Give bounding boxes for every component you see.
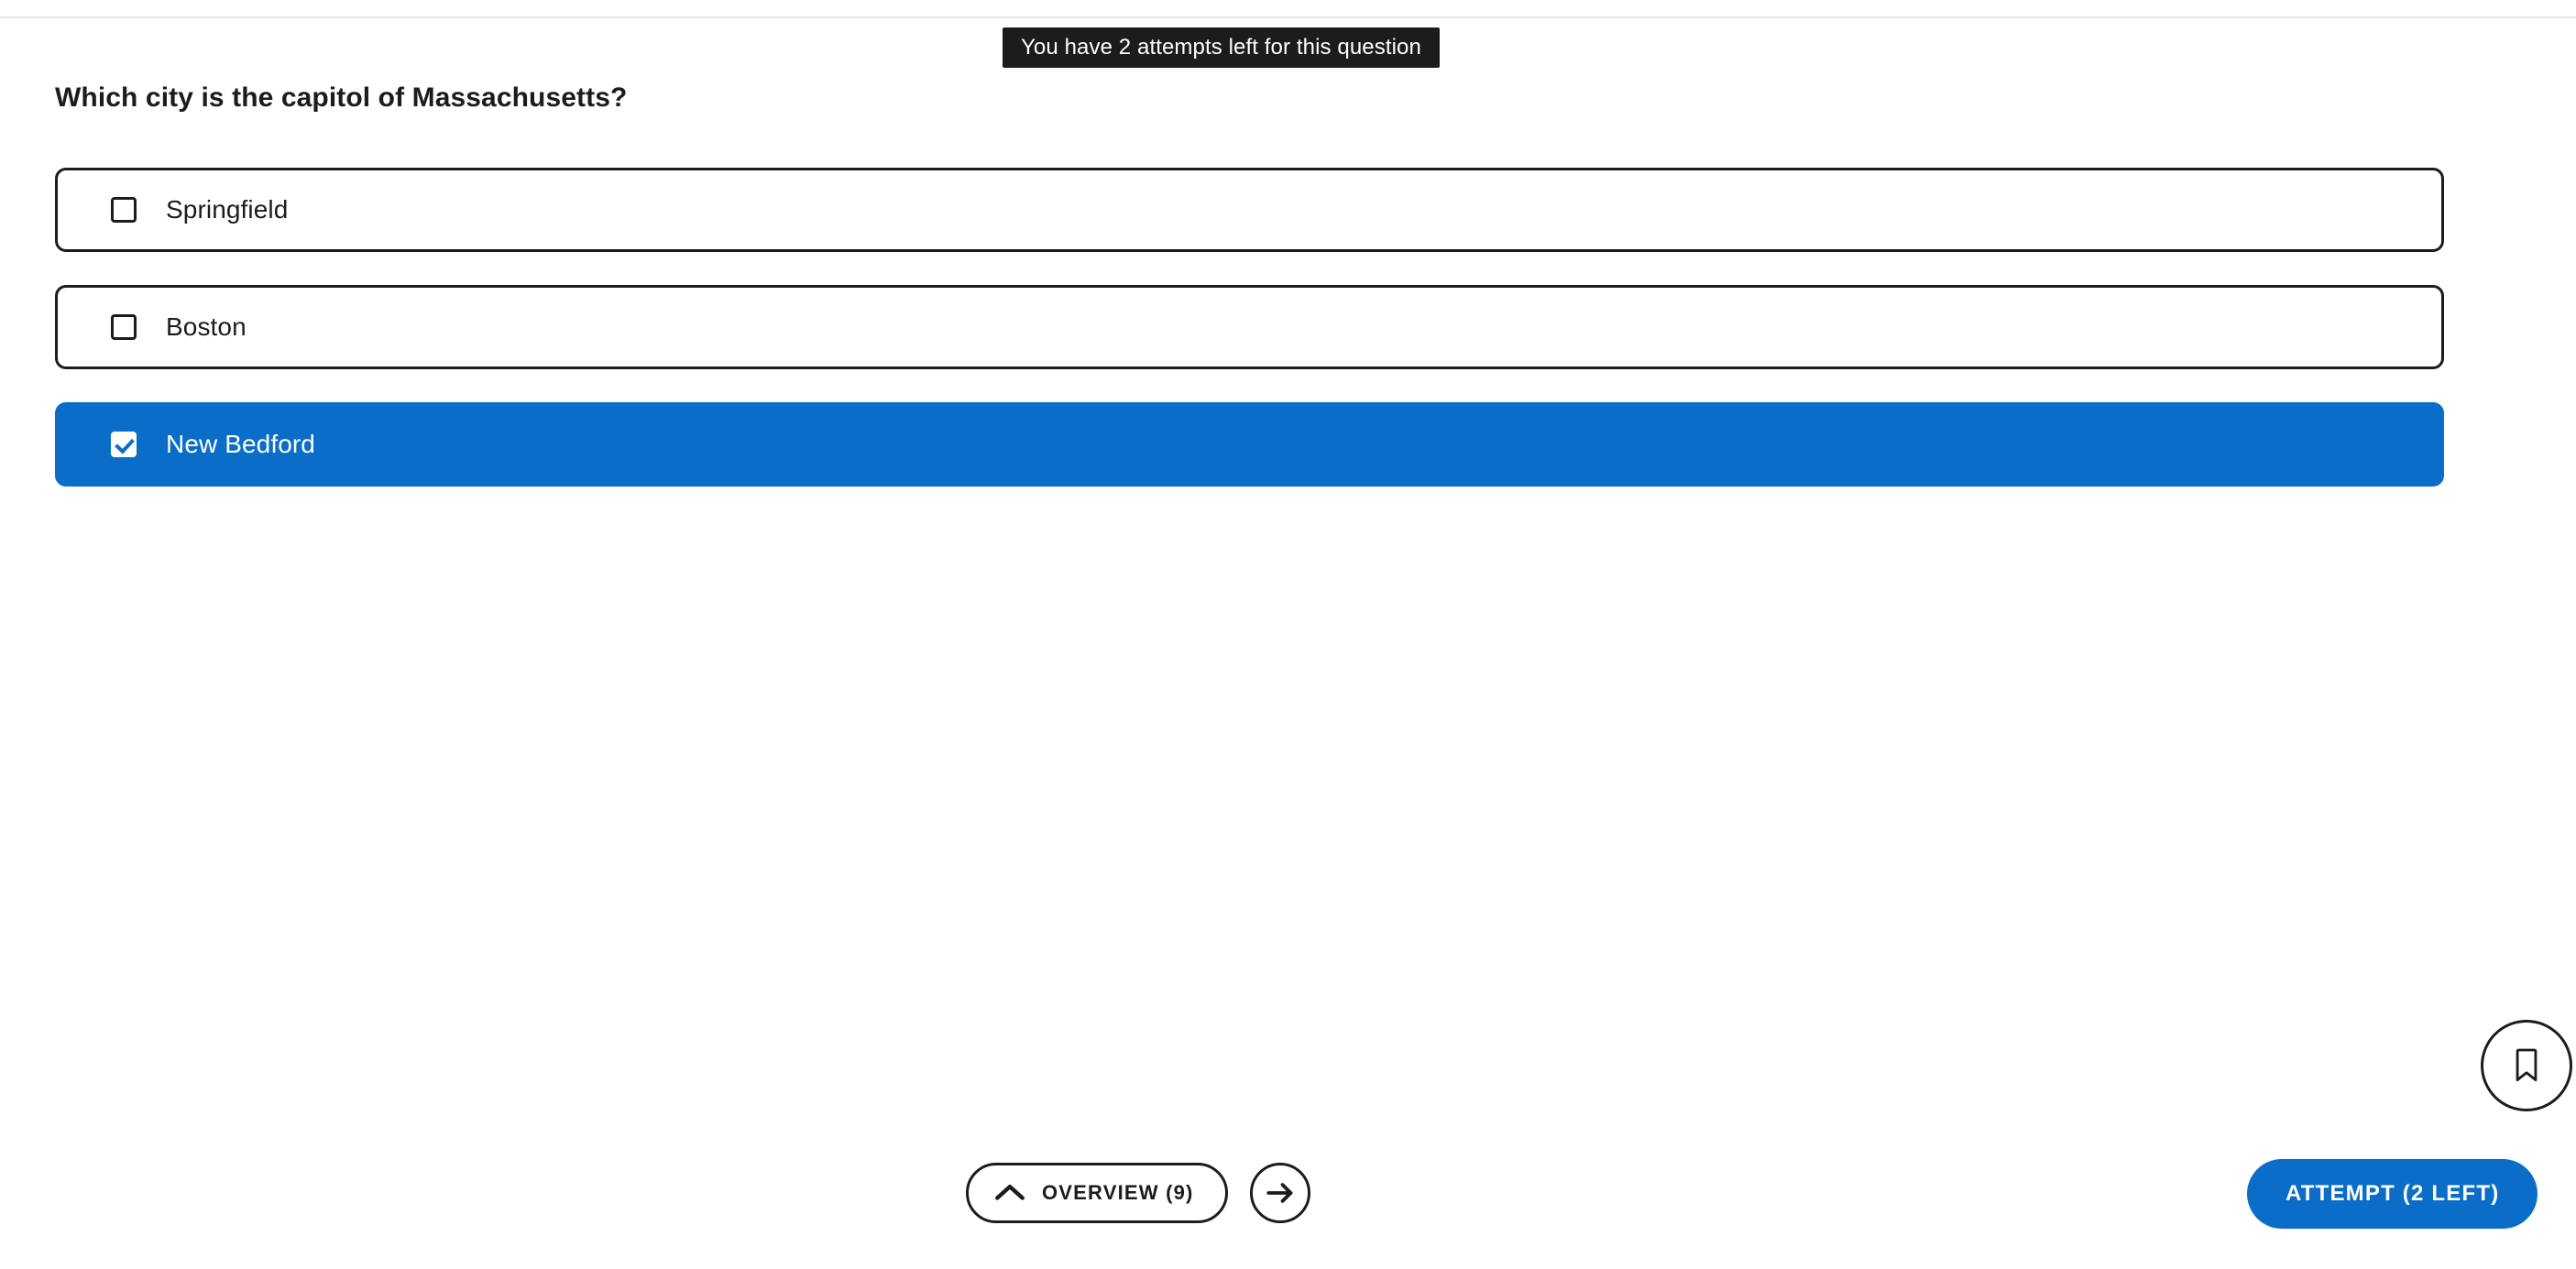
attempt-button[interactable]: ATTEMPT (2 LEFT) (2247, 1159, 2538, 1229)
bottom-nav-controls (966, 1163, 1310, 1223)
answer-option-new-bedford[interactable] (55, 402, 2444, 487)
checkbox-checked-icon[interactable] (111, 432, 137, 457)
answer-options-list (55, 168, 2444, 520)
checkbox-icon[interactable] (111, 314, 137, 340)
bookmark-button[interactable] (2481, 1020, 2572, 1111)
answer-option-boston[interactable] (55, 285, 2444, 369)
top-divider (0, 16, 2576, 18)
bookmark-icon (2511, 1047, 2542, 1084)
overview-button[interactable] (966, 1163, 1228, 1223)
answer-option-label: Springfield (166, 195, 289, 224)
answer-option-label: Boston (166, 312, 247, 341)
chevron-up-icon (994, 1183, 1025, 1203)
answer-option-label: New Bedford (166, 430, 315, 458)
overview-button-label: OVERVIEW (9) (1042, 1181, 1194, 1204)
attempts-banner: You have 2 attempts left for this question (1003, 27, 1440, 68)
checkbox-icon[interactable] (111, 197, 137, 223)
arrow-right-icon (1265, 1180, 1296, 1206)
next-question-button[interactable] (1250, 1163, 1310, 1223)
question-text: Which city is the capitol of Massachusetts? (55, 82, 628, 113)
answer-option-springfield[interactable] (55, 168, 2444, 252)
